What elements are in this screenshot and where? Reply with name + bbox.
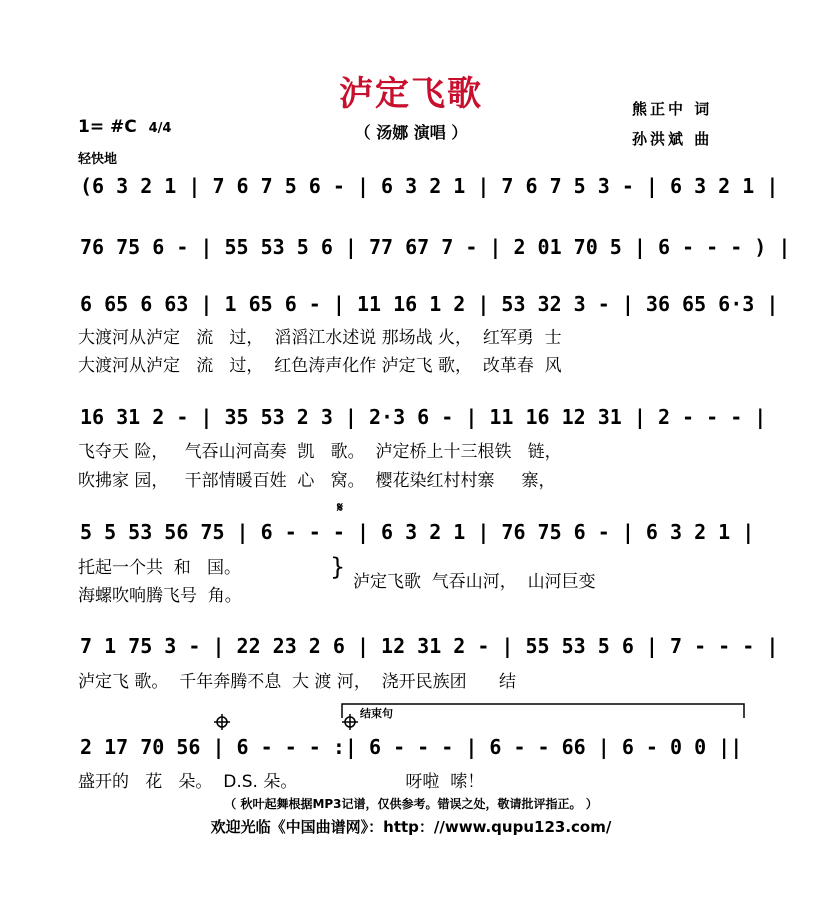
segno-sign: 𝄋: [337, 500, 344, 516]
notation-row-6: 7 1 75 3 - | 22 23 2 6 | 12 31 2 - | 55 53 5 6 | 7 - - - |: [80, 634, 779, 658]
notation-row-3: 6 65 6 63 | 1 65 6 - | 11 16 1 2 | 53 32 3 - | 36 65 6·3 |: [80, 292, 779, 316]
lyric-row-4-verse-1: 飞夺天 险， 气吞山河高奏 凯 歌。 泸定桥上十三根铁 链，: [78, 442, 562, 462]
notation-row-1: (6 3 2 1 | 7 6 7 5 6 - | 6 3 2 1 | 7 6 7 5 3 - | 6 3 2 1 |: [80, 174, 779, 198]
tempo-marking: 轻快地: [78, 152, 118, 167]
footnote: （ 秋叶起舞根据MP3记谱，仅供参考。错误之处，敬请批评指正。 ）: [224, 797, 598, 811]
lyric-row-5-verse-1: 托起一个共 和 国。: [78, 558, 242, 578]
ending-label: 结束句: [360, 707, 393, 720]
composer-credit: 孙洪斌 曲: [632, 130, 713, 148]
lyric-row-4-verse-2: 吹拂家 园， 干部情暖百姓 心 窝。 樱花染红村村寨 寨，: [78, 471, 556, 491]
key-signature: [78, 117, 171, 137]
coda-sign-1: [212, 712, 232, 732]
lyric-row-5-refrain: 泸定飞歌 气吞山河， 山河巨变: [353, 572, 596, 592]
singer-line: （ 汤娜 演唱 ）: [354, 123, 468, 142]
notation-row-4: 16 31 2 - | 35 53 2 3 | 2·3 6 - | 11 16 12 31 | 2 - - - |: [80, 405, 767, 429]
lyricist-credit: 熊正中 词: [632, 100, 713, 118]
lyric-row-3-verse-1: 大渡河从泸定 流 过， 滔滔江水述说 那场战 火， 红军勇 士: [78, 328, 562, 348]
time-signature: 4/4: [148, 121, 172, 136]
ending-bracket: [340, 700, 750, 720]
lyric-row-5-verse-2: 海螺吹响腾飞号 角。: [78, 586, 242, 606]
key-label: 1= #C: [78, 117, 137, 137]
coda-sign-2: [340, 712, 360, 732]
verse-brace: }: [330, 553, 346, 581]
notation-row-5: 5 5 53 56 75 | 6 - - - | 6 3 2 1 | 76 75 6 - | 6 3 2 1 |: [80, 520, 755, 544]
lyric-row-7: 盛开的 花 朵。 D.S. 朵。 呀啦 嗦！: [78, 772, 485, 792]
site-footer: 欢迎光临《中国曲谱网》：http：//www.qupu123.com/: [210, 818, 612, 836]
notation-row-7: 2 17 70 56 | 6 - - - :| 6 - - - | 6 - - 66 | 6 - 0 0 ||: [80, 735, 743, 759]
song-title: 泸定飞歌: [339, 74, 483, 114]
notation-row-2: 76 75 6 - | 55 53 5 6 | 77 67 7 - | 2 01 70 5 | 6 - - - ) |: [80, 235, 791, 259]
lyric-row-3-verse-2: 大渡河从泸定 流 过， 红色涛声化作 泸定飞 歌， 改革春 风: [78, 356, 562, 376]
lyric-row-6: 泸定飞 歌。 千年奔腾不息 大 渡 河， 浇开民族团 结: [78, 672, 517, 692]
